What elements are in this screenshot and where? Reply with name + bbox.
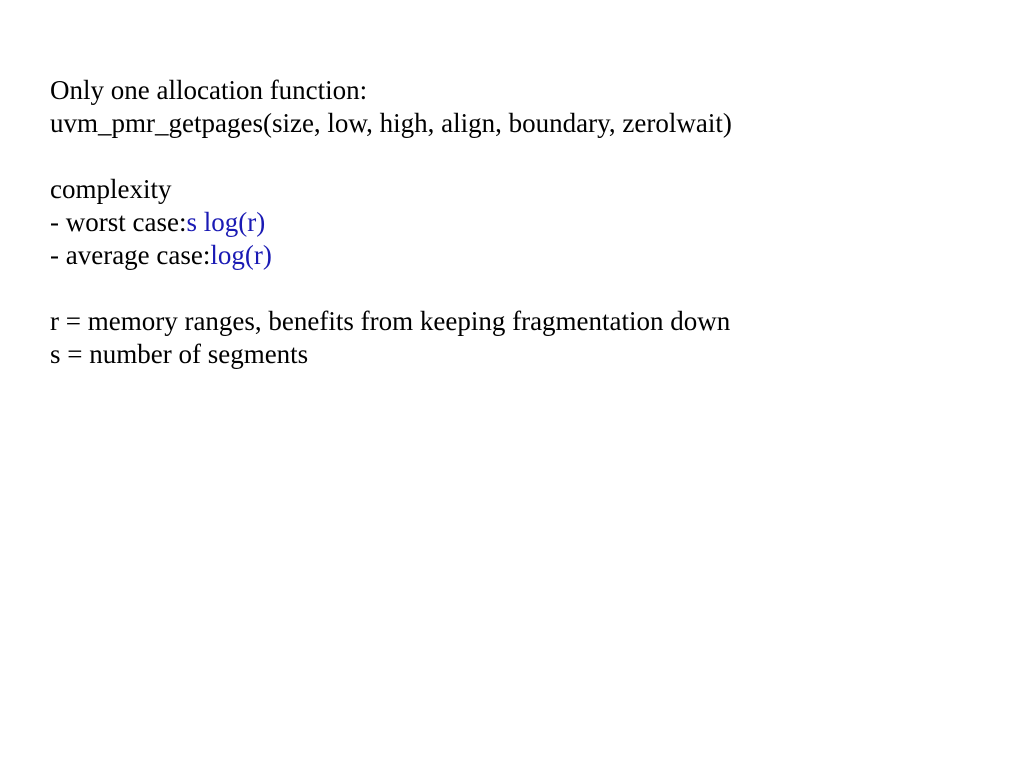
legend-r: r = memory ranges, benefits from keeping fragmentation down	[50, 306, 731, 336]
average-case-label: - average case:	[50, 240, 211, 270]
intro-line-1: Only one allocation function:	[50, 75, 368, 105]
average-case-line	[50, 239, 970, 272]
worst-case-value: s log(r)	[186, 207, 266, 237]
worst-case-label: - worst case:	[50, 207, 187, 237]
spacer-2	[50, 272, 970, 305]
average-case-value: log(r)	[210, 240, 272, 270]
intro-line-2: uvm_pmr_getpages(size, low, high, align, boundary, zerolwait)	[50, 108, 732, 138]
spacer-1	[50, 140, 970, 173]
worst-case-line	[50, 206, 970, 239]
legend-s: s = number of segments	[50, 339, 309, 369]
slide-content	[50, 74, 970, 371]
complexity-heading: complexity	[50, 174, 172, 204]
